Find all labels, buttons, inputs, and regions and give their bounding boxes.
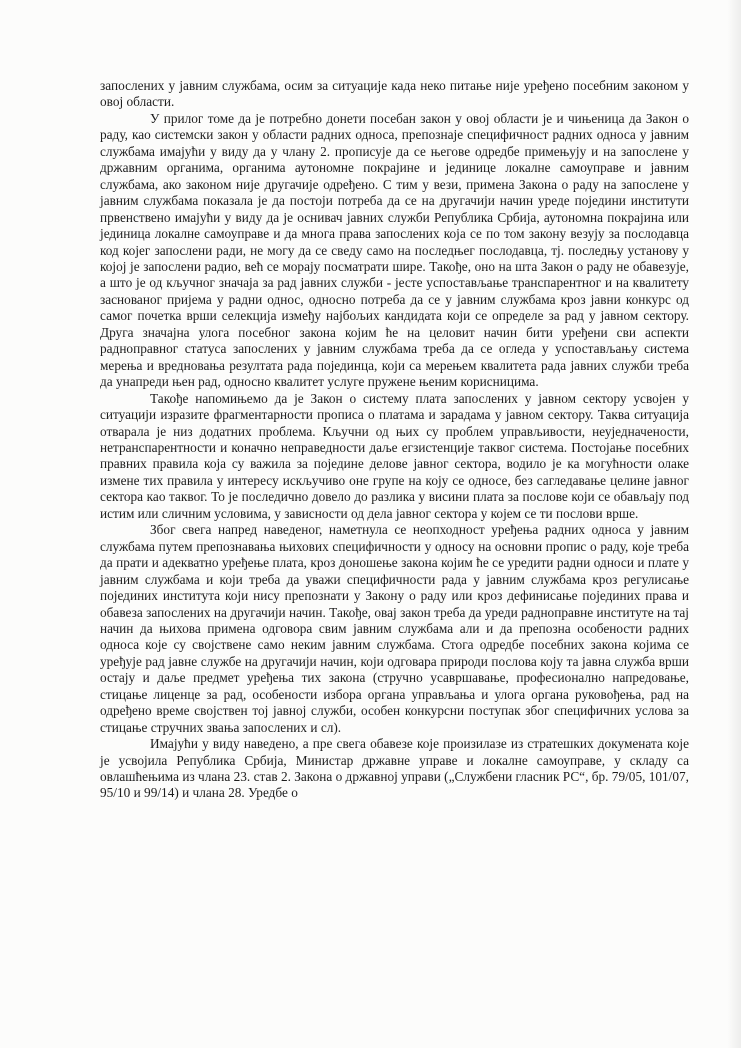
scan-edge-shadow (727, 0, 741, 1048)
paragraph-conclusion: Имајући у виду наведено, а пре свега обавезе које произилазе из стратешких докумената које је усвојила Република Србија, Министар државне управе и локалне самоуправе, у складу са овлашћењима из члана 23. став 2. Закона о државној управи („Службени гласник РС“, бр. 79/05, 101/07, 95/10 и 99/14) и члана 28. Уредбе о (100, 736, 689, 801)
paragraph-intro-continuation: запослених у јавним службама, осим за ситуације када неко питање није уређено посебним законом у овој области. (100, 78, 689, 110)
paragraph-necessity: Због свега напред наведеног, наметнула се неопходност уређења радних односа у јавним службама путем препознавања њихових специфичности у односу на основни пропис о раду, које треба да прати и адекватно уређење плата, кроз доношење закона којим ће се уредити радни односи и плате у јавним службама и који треба да уважи специфичности рада у јавним службама кроз регулисање појединих института који нису препознати у Закону о раду или кроз дефинисање појединих права и обавеза запослених на другачији начин. Такође, овај закон треба да уреди радноправне институте на тај начин да њихова примена одговора свим јавним службама али и да препозна особености радних односа које су својствене само неким јавним службама. Стога одредбе посебних закона којима се уређује рад јавне службе на другачији начин, који одговара природи послова коју та јавна служба врши остају и даље предмет уређења тих закона (стручно усавршавање, професионално напредовање, стицање лиценце за рад, особености избора органа управљања и улога органа руковођења, рад на одређено време својствен тој јавној служби, особен конкурсни поступак због специфичних услова за стицање стручних звања запослених и сл). (100, 522, 689, 735)
paragraph-salary-system: Такође напомињемо да је Закон о систему плата запослених у јавном сектору усвојен у ситуацији изразите фрагментарности прописа о платама и зарадама у јавном сектору. Таква ситуација отварала је низ додатних проблема. Кључни од њих су проблем управљивости, неуједначености, нетранспарентности и коначно неправедности даље егзистенције таквог система. Постојање посебних правних правила која су важила за поједине делове јавног сектора, водило је ка могућности олаке измене тих правила у интересу искључиво оне групе на коју се односе, без сагледавање целине јавног сектора као таквог. То је последично довело до разлика у висини плата за послове који се обављају под истим или сличним условима, у зависности од дела јавног сектора у којем се ти послови врше. (100, 390, 689, 521)
document-body (100, 78, 689, 802)
paragraph-labor-law: У прилог томе да је потребно донети посебан закон у овој области је и чињеница да Закон о раду, као системски закон у области радних односа, препознаје специфичност радних односа у јавним службама имајући у виду да у члану 2. прописује да се његове одредбе примењују и на запослене у државним органима, органима аутономне покрајине и јединице локалне самоуправе и јавним службама, ако законом није другачије одређено. С тим у вези, примена Закона о раду на запослене у јавним службама показала је да постоји потреба да се на другачији начин уреде поједини институти првенствено имајући у виду да је оснивач јавних служби Република Србија, аутономна покрајина или јединица локалне самоуправе и да многа права запослених која се по том закону везују за послодавца код којег запослени ради, не могу да се сведу само на последњег послодавца, тј. последњу установу у којој је запослени радио, већ се морају посматрати шире. Такође, оно на шта Закон о раду не обавезује, а што је од кључног значаја за рад јавних служби - јесте успостављање транспарентног и на квалитету заснованог пријема у радни однос, односно потреба да се у јавним службама кроз јавни конкурс од самог почетка врши селекција између најбољих кандидата који се определе за рад у јавном сектору. Друга значајна улога посебног закона којим ће на целовит начин бити уређени сви аспекти радноправног статуса запослених у јавним службама треба да се огледа у успостављању система мерења и вредновања резултата рада појединца, који са мерењем квалитета рада јавних служби треба да унапреди њен рад, односно квалитет услуге пружене њеним корисницима. (100, 110, 689, 390)
